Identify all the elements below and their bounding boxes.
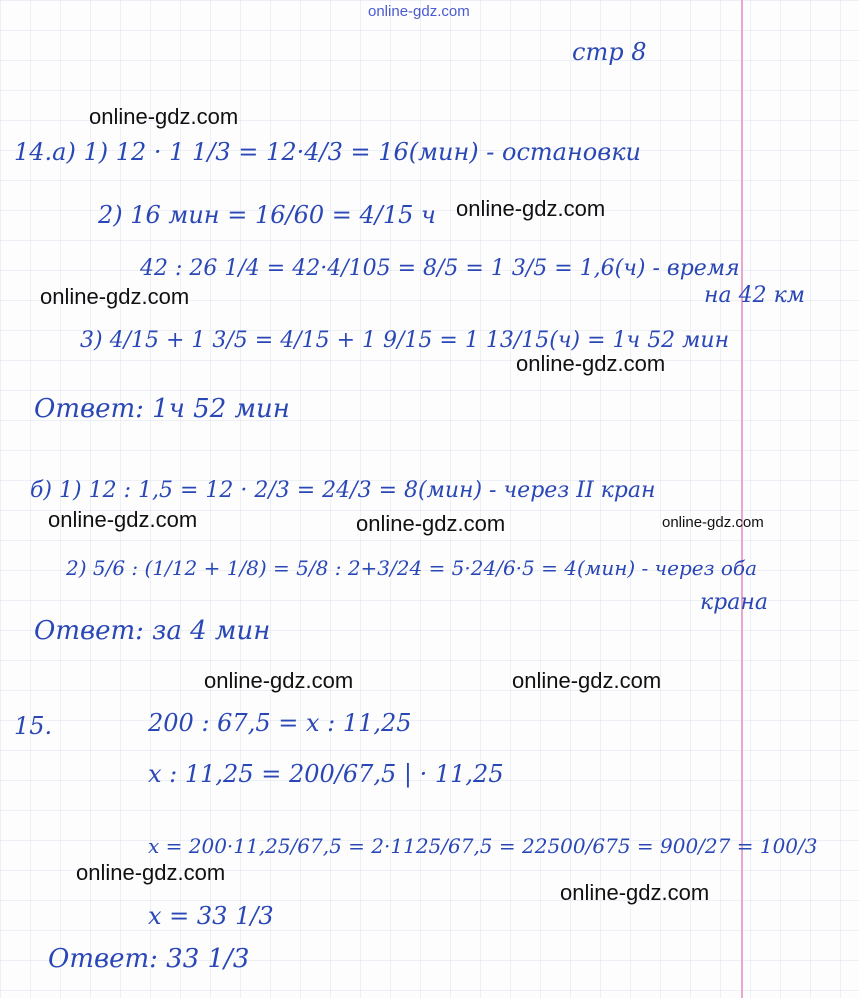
problem14-a-answer: Ответ: 1ч 52 мин — [34, 394, 290, 424]
problem14-b-answer: Ответ: за 4 мин — [34, 616, 271, 646]
watermark: online-gdz.com — [662, 514, 764, 531]
watermark: online-gdz.com — [356, 511, 506, 536]
watermark: online-gdz.com — [560, 880, 710, 905]
problem15-line3: x = 200·11,25/67,5 = 2·1125/67,5 = 22500/675 = 900/27 = 100/3 — [148, 834, 818, 858]
watermark: online-gdz.com — [48, 507, 198, 532]
problem15-label: 15. — [14, 712, 53, 740]
problem14-b-line2: 2) 5/6 : (1/12 + 1/8) = 5/8 : 2+3/24 = 5·24/6·5 = 4(мин) - через оба — [66, 556, 758, 580]
problem14-a-line4: 3) 4/15 + 1 3/5 = 4/15 + 1 9/15 = 1 13/15(ч) = 1ч 52 мин — [80, 328, 730, 353]
problem15-line4: x = 33 1/3 — [148, 902, 274, 930]
watermark: online-gdz.com — [204, 668, 354, 693]
watermark: online-gdz.com — [40, 284, 190, 309]
watermark-top: online-gdz.com — [368, 3, 470, 20]
problem14-a-line1: 14.а) 1) 12 · 1 1/3 = 12·4/3 = 16(мин) - остановки — [14, 138, 641, 166]
problem15-line2: x : 11,25 = 200/67,5 | · 11,25 — [148, 760, 504, 788]
problem14-a-line3-note: на 42 км — [704, 283, 805, 308]
problem14-a-line3: 42 : 26 1/4 = 42·4/105 = 8/5 = 1 3/5 = 1,6(ч) - время — [140, 256, 740, 281]
problem15-answer: Ответ: 33 1/3 — [48, 944, 250, 974]
problem15-line1: 200 : 67,5 = x : 11,25 — [148, 709, 412, 737]
watermark: online-gdz.com — [516, 351, 666, 376]
problem14-a-line2: 2) 16 мин = 16/60 = 4/15 ч — [98, 201, 436, 229]
watermark: online-gdz.com — [512, 668, 662, 693]
watermark: online-gdz.com — [89, 104, 239, 129]
watermark: online-gdz.com — [456, 196, 606, 221]
watermark: online-gdz.com — [76, 860, 226, 885]
problem14-b-line2-note: крана — [700, 590, 768, 615]
page-label: стр 8 — [572, 38, 647, 66]
problem14-b-line1: б) 1) 12 : 1,5 = 12 · 2/3 = 24/3 = 8(мин) - через II кран — [30, 478, 656, 503]
